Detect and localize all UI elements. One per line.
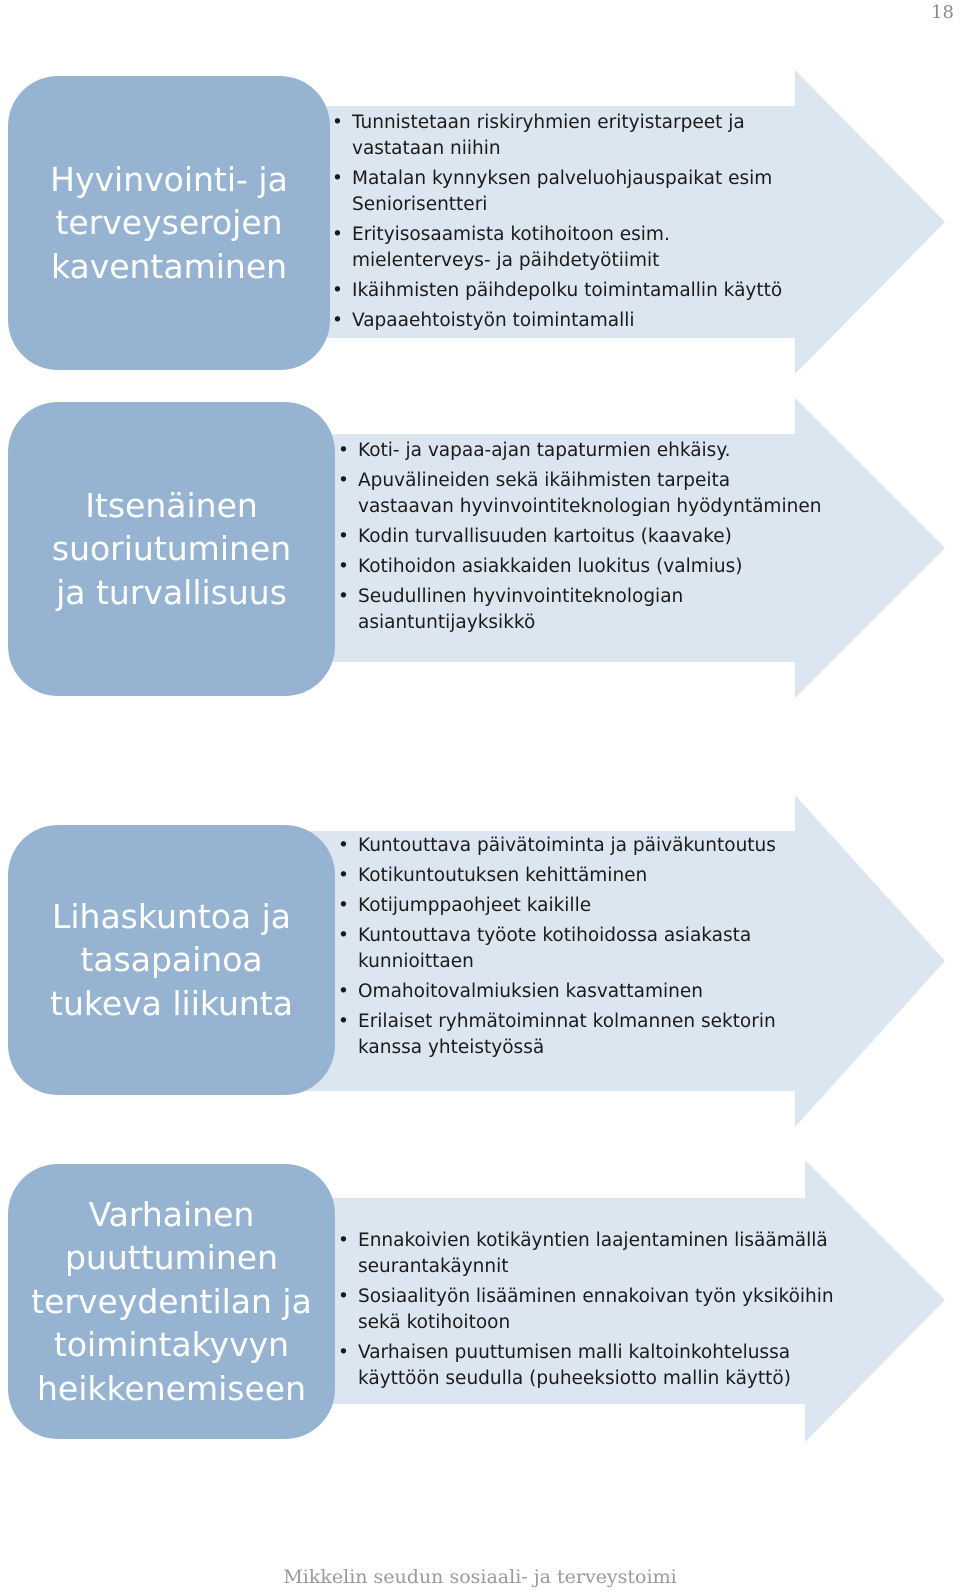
section-title-box <box>8 402 335 696</box>
section-block <box>0 1160 960 1445</box>
list-item: • Erityisosaamista kotihoitoon esim. mielenterveys- ja päihdetyötiimit <box>332 222 802 274</box>
section-title-box <box>8 76 330 370</box>
list-item: • Kotikuntoutuksen kehittäminen <box>338 863 788 889</box>
section-block <box>0 795 960 1130</box>
list-item: • Vapaaehtoistyön toimintamalli <box>332 308 802 334</box>
list-item: • Matalan kynnyksen palveluohjauspaikat esim Seniorisentteri <box>332 166 802 218</box>
list-item: • Sosiaalityön lisääminen ennakoivan työn yksiköihin sekä kotihoitoon <box>338 1284 838 1336</box>
list-item: • Erilaiset ryhmätoiminnat kolmannen sektorin kanssa yhteistyössä <box>338 1009 788 1061</box>
list-item: • Kuntouttava työote kotihoidossa asiakasta kunnioittaen <box>338 923 788 975</box>
list-item: • Kotihoidon asiakkaiden luokitus (valmius) <box>338 554 826 580</box>
section-title-box <box>8 1164 335 1439</box>
section-title-box <box>8 825 335 1095</box>
page-number: 18 <box>931 2 954 23</box>
section-title: Varhainen puuttuminen terveydentilan ja toimintakyvyn heikkenemiseen <box>31 1194 312 1408</box>
list-item: • Seudullinen hyvinvointiteknologian asiantuntijayksikkö <box>338 584 826 636</box>
bullet-list <box>338 1228 838 1396</box>
list-item: • Varhaisen puuttumisen malli kaltoinkohtelussa käyttöön seudulla (puheeksiotto mallin käyttö) <box>338 1340 838 1392</box>
list-item: • Kodin turvallisuuden kartoitus (kaavake) <box>338 524 826 550</box>
footer-text: Mikkelin seudun sosiaali- ja terveystoimi <box>283 1566 677 1588</box>
list-item: • Ikäihmisten päihdepolku toimintamallin käyttö <box>332 278 802 304</box>
bullet-list <box>338 438 826 640</box>
section-title: Lihaskuntoa ja tasapainoa tukeva liikunta <box>50 896 293 1023</box>
section-title: Itsenäinen suoriutuminen ja turvallisuus <box>51 485 292 612</box>
list-item: • Tunnistetaan riskiryhmien erityistarpeet ja vastataan niihin <box>332 110 802 162</box>
section-block <box>0 398 960 700</box>
list-item: • Ennakoivien kotikäyntien laajentaminen lisäämällä seurantakäynnit <box>338 1228 838 1280</box>
bullet-list <box>332 110 802 338</box>
section-block <box>0 70 960 375</box>
list-item: • Omahoitovalmiuksien kasvattaminen <box>338 979 788 1005</box>
list-item: • Kuntouttava päivätoiminta ja päiväkuntoutus <box>338 833 788 859</box>
list-item: • Koti- ja vapaa-ajan tapaturmien ehkäisy. <box>338 438 826 464</box>
list-item: • Apuvälineiden sekä ikäihmisten tarpeita vastaavan hyvinvointiteknologian hyödyntäminen <box>338 468 826 520</box>
bullet-list <box>338 833 788 1065</box>
list-item: • Kotijumppaohjeet kaikille <box>338 893 788 919</box>
section-title: Hyvinvointi- ja terveyserojen kaventaminen <box>50 159 288 286</box>
